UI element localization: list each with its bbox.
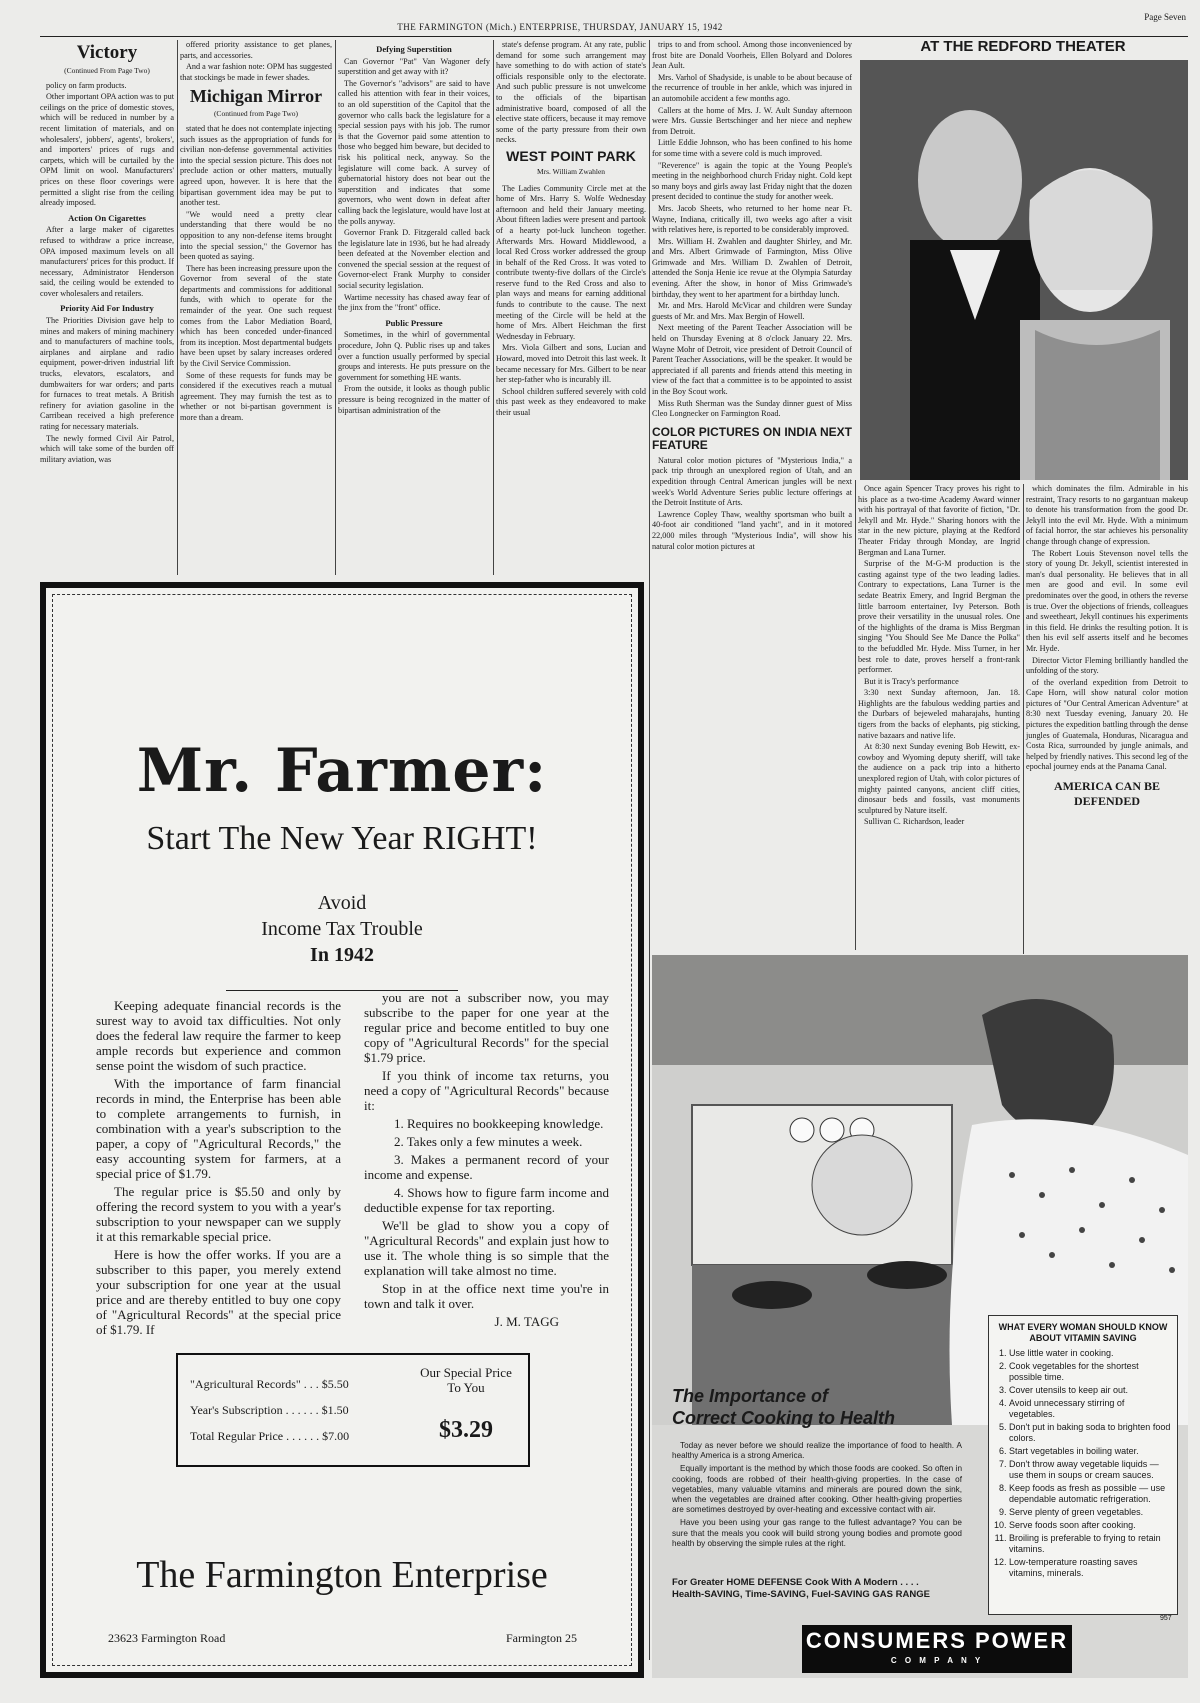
- westpoint-p3: School children suffered severely with cold this past week as they endeavored to make their usual: [496, 386, 646, 417]
- superstition-sub2: Public Pressure: [385, 317, 443, 328]
- ad-subhead: Start The New Year RIGHT!: [146, 820, 538, 857]
- vitamin-rule: 5. Don't put in baking soda to brighten food colors.: [1009, 1422, 1171, 1444]
- ad-left-p2: With the importance of farm financial records in mind, the Enterprise has been able to complete arrangements to furnish, in combination with a year's subscription to the paper, a copy of "Agricultural Records," the easy accounting system for farmers, at a special price of $1.79.: [96, 1076, 341, 1181]
- price-row: [190, 1371, 400, 1397]
- cooking-body-1: Today as never before we should realize the importance of food to health. A healthy America is a strong America.: [672, 1441, 962, 1461]
- column-divider: [855, 480, 856, 950]
- westpoint-title: WEST POINT PARK: [506, 147, 636, 164]
- vitamin-rule: 7. Don't throw away vegetable liquids — use them in soups or cream sauces.: [1009, 1459, 1171, 1481]
- avoid-line-1: Avoid: [317, 892, 367, 914]
- victory-p4: The Priorities Division gave help to mines and makers of mining machinery and to manufacturers of machine tools, airplanes and airplane and radio equipment, power-driven industrial lift trucks, elevators, escalators, and dumbwaiters for war orders; and parts for furnaces to treat metals. A British refinery for aviation gasoline in the Carribean received a high preference rating for necessary materials.: [40, 316, 174, 431]
- col5-p8: Next meeting of the Parent Teacher Association will be held on Thursday Evening at 8 o'clock January 22. Mrs. Wayne Mohr of Detroit, vice president of Detroit Council of Parent Teacher Associations, will be the speaker. It would be appreciated if all parents and friends attend this meeting in view of the fact that a committee is to be appointed to assist in the Boy Scout work.: [652, 323, 852, 396]
- ad-right-column: [364, 990, 609, 1329]
- paper-address: 23623 Farmington Road: [108, 1631, 226, 1645]
- mirror-p2: "We would need a pretty clear understanding that there would be no opposition to any non-defense items brought into the special session," the Governor has been quoted as saying.: [180, 209, 332, 262]
- price-table: [190, 1371, 400, 1449]
- superstition-p5: Sometimes, in the whirl of governmental procedure, John Q. Public rises up and takes over a function usually performed by special groups and interests. He puts pressure on the government for something HE wants.: [338, 330, 490, 382]
- price-box: [176, 1353, 530, 1467]
- price-label: Total Regular Price . . . . . .: [190, 1429, 320, 1443]
- consumers-power-logo: [802, 1625, 1072, 1673]
- westpoint-p2: Mrs. Viola Gilbert and sons, Lucian and Howard, moved into Detroit this last week. It became necessary for Mrs. Gilbert to be near her step-father who is incurably ill.: [496, 343, 646, 385]
- westpoint-p1: The Ladies Community Circle met at the home of Mrs. Harry S. Wolfe Wednesday afternoon and held their January meeting. About fifteen ladies were present and partook of a hearty pot-luck luncheon together. Afterwards Mrs. Howard Middlewood, a local Red Cross worker addressed the group in behalf of the Red Cross. It was voted to contribute twenty-five dollars of the Circle's reserve fund to the Red Cross and also to plan ways and means for earning additional funds to contribute to the cause. The next meeting of the Circle will be held at the home of Mrs. Albert Heichman the first Wednesday in February.: [496, 183, 646, 341]
- col5-p2: Callers at the home of Mrs. J. W. Ault Sunday afternoon were Mrs. Gussie Bertschinger and her niece and nephew from Detroit.: [652, 105, 852, 136]
- col5-p3: Little Eddie Johnson, who has been confined to his home for some time with a severe cold is much improved.: [652, 138, 852, 158]
- vitamin-rule: 3. Cover utensils to keep air out.: [1009, 1385, 1171, 1396]
- victory-continued: (Continued From Page Two): [64, 66, 150, 75]
- redford-article-left: [858, 484, 1020, 954]
- vitamin-rule: 8. Keep foods as fresh as possible — use dependable automatic refrigeration.: [1009, 1483, 1171, 1505]
- redford-b1: which dominates the film. Admirable in his restraint, Tracy resorts to no gargantuan makeup to denote his transformation from the good Dr. Jekyll into the evil Mr. Hyde. With a minimum of facial horror, the star achieves his personality change through change of expression.: [1026, 484, 1188, 546]
- vitamin-title: WHAT EVERY WOMAN SHOULD KNOW ABOUT VITAMIN SAVING: [998, 1322, 1168, 1343]
- vitamin-rule: 4. Avoid unnecessary stirring of vegetables.: [1009, 1398, 1171, 1420]
- redford-a1: Once again Spencer Tracy proves his right to his place as a two-time Academy Award winner with his portrayal of that favorite of fiction, "Dr. Jekyll and Mr. Hyde." Sharing honors with the star in the new picture, playing at the Redford Theater Friday through Monday, are Ingrid Bergman and Lana Turner.: [858, 484, 1020, 557]
- victory-sub2: Priority Aid For Industry: [60, 303, 154, 314]
- paper-name: The Farmington Enterprise: [136, 1554, 548, 1596]
- price-value: $5.50: [321, 1377, 349, 1391]
- cooking-headline-2: Correct Cooking to Health: [672, 1408, 896, 1428]
- movie-still-photo: [860, 60, 1188, 480]
- header-rule: [40, 36, 1188, 37]
- ad-right-p4: Stop in at the office next time you're in town and talk it over.: [364, 1281, 609, 1311]
- victory-p1: policy on farm products.: [46, 80, 127, 90]
- special-label: Our Special Price To You: [420, 1365, 512, 1395]
- mirror-p3: There has been increasing pressure upon the Governor from several of the state departments and commissions for additional funds, with which to operate for the remainder of the year. One such request comes from the Labor Mediation Board, which has been conceded under-financed from its inception. Most departmental budgets have been upset by salary increases ordered by the Civil Service Commission.: [180, 263, 332, 369]
- redford-b3: Director Victor Fleming brilliantly handled the unfolding of the story.: [1026, 655, 1188, 676]
- ad-right-p3: We'll be glad to show you a copy of "Agricultural Records" and explain just how to use it. The whole thing is so simple that the explanation will take almost no time.: [364, 1218, 609, 1278]
- superstition-sub1: Defying Superstition: [376, 44, 452, 54]
- price-value: $1.50: [321, 1403, 349, 1417]
- victory-p5: The newly formed Civil Air Patrol, which will take some of the burden off military aviation, was: [40, 433, 174, 464]
- mirror-p1: stated that he does not contemplate injecting such issues as the appropriation of funds for civilian non-defense governmental activities into the special session picture. This does not preclude action or other matters, mutually agreed upon, however. It is here that the bipartisan government idea may be put to another test.: [180, 123, 332, 208]
- column-divider: [649, 40, 650, 1660]
- cooking-headline-1: The Importance of: [672, 1386, 829, 1406]
- vitamin-rule: 2. Cook vegetables for the shortest possible time.: [1009, 1361, 1171, 1383]
- redford-article-right: [1026, 484, 1188, 954]
- mirror-continued: (Continued from Page Two): [213, 109, 299, 119]
- superstition-p1: Can Governor "Pat" Van Wagoner defy superstition and get away with it?: [338, 56, 490, 77]
- vitamin-rule: 11. Broiling is preferable to frying to retain vitamins.: [1009, 1533, 1171, 1555]
- farmer-ad: [40, 582, 644, 1678]
- price-row: [190, 1397, 400, 1423]
- vitamin-rule: 1. Use little water in cooking.: [1009, 1348, 1171, 1359]
- signature: J. M. TAGG: [494, 1314, 559, 1329]
- superstition-p2: The Governor's "advisors" are said to have called his attention with fear in their voices, to an old superstition of the Capitol that the governor who calls back the legislature for a special session pays with his job. The rumor is that the Governor paid some attention to those who begged him beware, but decided to risk his political neck, anyway. So the legislature will come back. A survey of gubernatorial history does not bear out the superstition and indicates that some governors, who went down in defeat after calling back the legislature, would have lost at the polls anyway.: [338, 78, 490, 226]
- tagline-2: Health-SAVING, Time-SAVING, Fuel-SAVING GAS RANGE: [672, 1589, 930, 1600]
- defended-slogan: AMERICA CAN BE DEFENDED: [1053, 779, 1160, 809]
- col5-p4: "Reverence" is again the topic at the Young People's meeting in the neighborhood church Friday night. Cold kept so many boys and girls away last Friday night that the dozen present decided to continue the study for another week.: [652, 160, 852, 202]
- reason-4: 4. Shows how to figure farm income and deductible expense for tax reporting.: [364, 1185, 609, 1215]
- india-b1: of the overland expedition from Detroit to Cape Horn, will show natural color motion pictures of "Our Central American Adventure" at 8:30 next Tuesday evening, January 20. He pictures the expedition battling through the dense jungles of Guatemala, Honduras, Nicaragua and Costa Rica, surrounded by jungle animals, and helped by friendly natives. This second leg of the epochal journey ends at the Panama Canal.: [1026, 677, 1188, 772]
- cooking-body-3: Have you been using your gas range to the fullest advantage? You can be sure that the meals you cook will build strong young bodies and promote good health by observing the simple rules at the right.: [672, 1518, 962, 1548]
- cooking-body: [672, 1441, 962, 1552]
- victory-p3: After a large maker of cigarettes refused to withdraw a price increase, OPA imposed maximum levels on all manufacturers' prices for this product. If necessary, Administrator Henderson said, the ceiling would be extended to cover wholesalers and retailers.: [40, 225, 174, 298]
- mirror-title: Michigan Mirror: [189, 86, 323, 107]
- vitamin-rule: 10. Serve foods soon after cooking.: [1009, 1520, 1171, 1531]
- ad-left-p4: Here is how the offer works. If you are a subscriber to this paper, you merely extend your subscription for one year at the usual price and are thereby entitled to buy one copy of "Agricultural Records" at the special price of $1.79. If: [96, 1247, 341, 1337]
- superstition-p4: Wartime necessity has chased away fear of the jinx from the "front" office.: [338, 292, 490, 313]
- col5-p10: Natural color motion pictures of "Mysterious India," a pack trip through an unexplored region of Utah, and an expedition through Central American jungles will be next week's World Adventure Series public lecture offerings at the Detroit Institute of Arts.: [652, 455, 852, 508]
- col5-p5: Mrs. Jacob Sheets, who returned to her home near Ft. Wayne, Indiana, critically ill, two weeks ago after a visit with relatives here, is reported to be considerably improved.: [652, 203, 852, 235]
- superstition-column: [338, 40, 490, 575]
- vitamin-rule: 9. Serve plenty of green vegetables.: [1009, 1507, 1171, 1518]
- ad-headline: Mr. Farmer:: [136, 736, 548, 806]
- superstition-p6: From the outside, it looks as though public pressure is being recognized in the matter of bipartisan administration of the: [338, 384, 490, 415]
- india-headline: COLOR PICTURES ON INDIA NEXT FEATURE: [652, 424, 852, 452]
- mirror-p0b: And a war fashion note: OPM has suggested that stockings be made in fewer shades.: [180, 62, 332, 82]
- westpoint-column: [496, 40, 646, 575]
- price-label: "Agricultural Records" . . .: [190, 1377, 319, 1391]
- redford-b2: The Robert Louis Stevenson novel tells the story of young Dr. Jekyll, scientist interested in man's dual personality. He believes that in all men are good and evil. In some evil predominates over the good, in others the reverse is true. Over the objections of friends, colleagues and sweetheart, Jekyll continues his experiments in this field. He drinks the resulting potion. It is then his evil self asserts itself and he becomes Mr. Hyde.: [1026, 548, 1188, 653]
- ad-left-column: [96, 998, 341, 1337]
- westpoint-p0: state's defense program. At any rate, public demand for some such arrangement may have something to do with action of state's officials responsible only to the electorate. And such public pressure is not unwelcome to the officials of the bipartisan administrative board, composed of all the elective state officers, because it may remove some of the party pressure from their own necks.: [496, 40, 646, 145]
- victory-column: [40, 40, 174, 575]
- reason-3: 3. Makes a permanent record of your income and expense.: [364, 1152, 609, 1182]
- cooking-headline: [672, 1385, 952, 1429]
- col5-p9: Miss Ruth Sherman was the Sunday dinner guest of Miss Cleo Longnecker on Farmington Road.: [652, 398, 852, 419]
- vitamin-rule: 6. Start vegetables in boiling water.: [1009, 1446, 1171, 1457]
- avoid-line-2: Income Tax Trouble: [261, 918, 423, 940]
- price-row: [190, 1423, 400, 1449]
- victory-sub1: Action On Cigarettes: [68, 212, 146, 223]
- company-sub: C O M P A N Y: [890, 1656, 984, 1665]
- company-name: CONSUMERS POWER: [805, 1628, 1069, 1653]
- community-column: [652, 40, 852, 1100]
- ad-left-p1: Keeping adequate financial records is the surest way to avoid tax difficulties. Not only does the federal law require the farmer to keep ample records but experience and common sense point the wisdom of such practice.: [96, 998, 341, 1073]
- column-divider: [1023, 484, 1024, 954]
- price-label: Year's Subscription . . . . . .: [190, 1403, 319, 1417]
- ad-avoid-block: [46, 890, 638, 968]
- avoid-line-3: In 1942: [310, 944, 374, 966]
- india-a2: At 8:30 next Sunday evening Bob Hewitt, ex-cowboy and Wyoming deputy sheriff, will take the audience on a pack trip into a hitherto unexplored region of Utah, with color pictures of mighty painted canyons, ancient cliff cities, dinosaur beds and fossils, vast monuments sculptured by Nature itself.: [858, 742, 1020, 815]
- price-value: $7.00: [322, 1429, 350, 1443]
- cooking-body-2: Equally important is the method by which those foods are cooked. So often in cooking, foods are robbed of their health-giving properties. In the case of vegetables, many valuable vitamins and minerals are poured down the sink, when the vegetables are drained after cooking. Other health-giving properties are sometimes destroyed by over-heating and excessive contact with air.: [672, 1464, 962, 1515]
- redford-a3: But it is Tracy's performance: [864, 676, 959, 686]
- cooking-ad: [652, 955, 1188, 1678]
- paper-phone: Farmington 25: [506, 1631, 577, 1645]
- redford-title: AT THE REDFORD THEATER: [920, 38, 1126, 55]
- vitamin-box: [988, 1315, 1178, 1615]
- page-header: [0, 0, 1200, 40]
- ad-right-p1: you are not a subscriber now, you may subscribe to the paper for one year at the regular price and become entitled to buy one copy of "Agricultural Records" for the special $1.79 price.: [364, 990, 609, 1065]
- reason-2: 2. Takes only a few minutes a week.: [394, 1134, 583, 1149]
- mirror-column: [180, 40, 332, 575]
- ad-code: 957: [1160, 1615, 1172, 1622]
- column-divider: [177, 40, 178, 575]
- col5-p11: Lawrence Copley Thaw, wealthy sportsman who built a 40-foot air conditioned "land yacht", and in it motored 22,000 miles through "Mysterious India", will show his natural color motion pictures at: [652, 509, 852, 551]
- cooking-tagline: [672, 1577, 972, 1601]
- westpoint-byline: Mrs. William Zwahlen: [536, 166, 606, 176]
- vitamin-rule: 12. Low-temperature roasting saves vitamins, minerals.: [1009, 1557, 1171, 1579]
- col5-p7: Mr. and Mrs. Harold McVicar and children were Sunday guests of Mr. and Mrs. Max Bergin of Howell.: [652, 301, 852, 321]
- page-number: Page Seven: [1144, 12, 1186, 22]
- col5-p1: Mrs. Varhol of Shadyside, is unable to be about because of the recurrence of trouble in her ankle, which was injured in an automobile accident a few months ago.: [652, 72, 852, 103]
- victory-title: Victory: [76, 42, 138, 63]
- special-price: $3.29: [439, 1417, 493, 1443]
- mirror-p4: Some of these requests for funds may be considered if the executives reach a mutual agreement. They may furnish the test as to whether or not bi-partisan government is more than a dream.: [180, 370, 332, 422]
- vitamin-rules-list: [995, 1348, 1171, 1579]
- mirror-p0: offered priority assistance to get planes, parts, and accessories.: [180, 40, 332, 60]
- ad-left-p3: The regular price is $5.50 and only by offering the record system to you with a year's subscription to your newspaper can we supply it at this remarkable special price.: [96, 1184, 341, 1244]
- victory-p2: Other important OPA action was to put ceilings on the price of domestic stoves, which will be reduced in number by a recent limitation of materials, and on wholesalers', jobbers', agents', brokers', and importers' prices of rugs and carpets, which will be curtailed by the OPM limit on wool. Manufacturers' prices on these floor coverings were permitted a slight rise from the ceiling already imposed.: [40, 92, 174, 208]
- column-divider: [493, 40, 494, 575]
- col5-p6: Mrs. William H. Zwahlen and daughter Shirley, and Mr. and Mrs. Albert Grimwade of Farmington, Miss Olive Grimwade and Mrs. William D. Zwahlen of Detroit, attended the Sonja Henie ice revue at the Olympia Saturday evening. After the show, in honor of Miss Grimwade's birthday, they went to her apartment for a birthday lunch.: [652, 236, 852, 299]
- tagline-1: For Greater HOME DEFENSE Cook With A Modern . . . .: [672, 1577, 919, 1588]
- india-a1: 3:30 next Sunday afternoon, Jan. 18. Highlights are the fabulous wedding parties and the Durbars of bejeweled maharajahs, hunting tigers from the backs of elephants, pig sticking, native bazaars and native life.: [858, 688, 1020, 740]
- india-a3: Sullivan C. Richardson, leader: [864, 817, 965, 827]
- ad-right-p2: If you think of income tax returns, you need a copy of "Agricultural Records" because it:: [364, 1068, 609, 1113]
- column-divider: [335, 40, 336, 575]
- redford-a2: Surprise of the M-G-M production is the casting against type of the two leading ladies. Contrary to expectations, Lana Turner is the sedate Beatrix Emery, and Ingrid Bergman the little barroom entertainer, Ivy Peterson. Both prove their versatility in the unusual roles. One of the highlights of the drama is Miss Bergman singing "You Should See Me Dance the Polka" to the befuddled Mr. Hyde. Miss Turner, in her best role to date, proves herself a front-rank performer.: [858, 559, 1020, 675]
- movie-still-illustration: [860, 60, 1188, 480]
- masthead: THE FARMINGTON (Mich.) ENTERPRISE, THURSDAY, JANUARY 15, 1942: [397, 22, 723, 32]
- reason-1: 1. Requires no bookkeeping knowledge.: [394, 1116, 604, 1131]
- superstition-p3: Governor Frank D. Fitzgerald called back the legislature late in 1936, but he had already been defeated at the November election and convened the special session at the request of Governor-elect Frank Murphy to consider social security legislation.: [338, 228, 490, 291]
- col5-p0: trips to and from school. Among those inconvenienced by frost bite are Donald Voorheis, Ellen Bolyard and Dolores Jean Ault.: [652, 40, 852, 71]
